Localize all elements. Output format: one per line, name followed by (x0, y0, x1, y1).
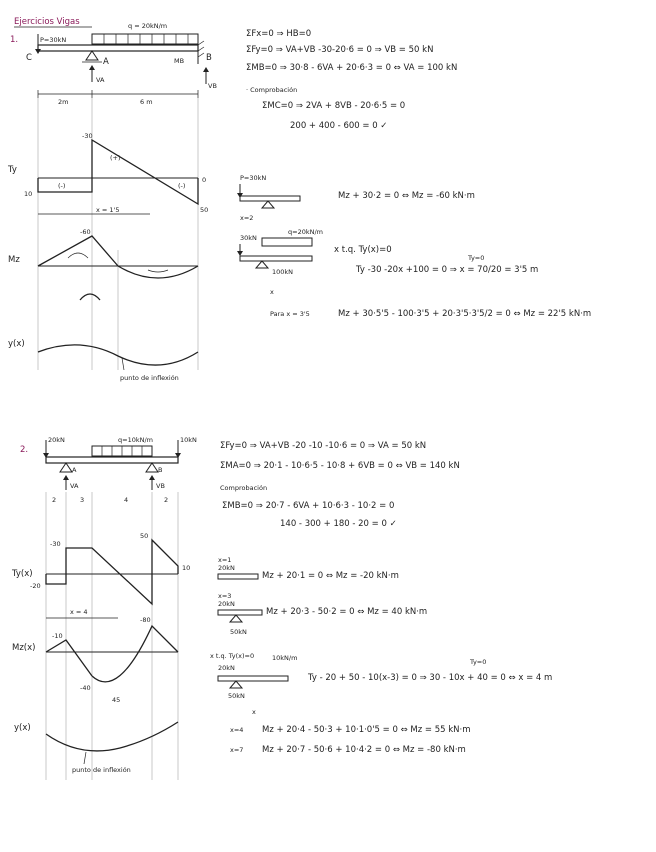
svg-text:50: 50 (140, 532, 149, 540)
svg-text:punto de inflexión: punto de inflexión (72, 766, 131, 774)
ex1-v-sign-right: (-) (178, 182, 186, 190)
ex1-fbd-1 (237, 174, 475, 222)
ex1-ty-label: Ty (8, 165, 17, 175)
svg-text:VB: VB (156, 482, 165, 490)
svg-text:VA: VA (70, 482, 79, 490)
svg-text:x: x (270, 288, 274, 296)
svg-text:ΣMB=0 ⇒ 20·7 - 6VA + 10·6·3 -: ΣMB=0 ⇒ 20·7 - 6VA + 10·6·3 - 10·2 = 0 (222, 501, 395, 511)
svg-text:x t.q. Ty(x)=0: x t.q. Ty(x)=0 (210, 652, 255, 660)
svg-text:Ty=0: Ty=0 (470, 658, 487, 666)
svg-text:Ty=0: Ty=0 (468, 254, 485, 262)
svg-text:y(x): y(x) (14, 723, 31, 733)
ex1-y-label: y(x) (8, 339, 25, 349)
svg-text:-10: -10 (52, 632, 63, 640)
ex1-v-right-top: 0 (202, 176, 207, 184)
svg-text:100kN: 100kN (272, 268, 294, 276)
svg-text:20kN: 20kN (218, 600, 235, 608)
svg-text:10: 10 (182, 564, 191, 572)
ex2-number: 2. (20, 445, 29, 455)
svg-text:x=1: x=1 (218, 556, 232, 564)
svg-text:x = 4: x = 4 (70, 608, 88, 616)
ex1-v-left: 10 (24, 190, 33, 198)
support-c-label: C (26, 53, 32, 63)
svg-text:-40: -40 (80, 684, 91, 692)
svg-text:4: 4 (124, 496, 129, 504)
svg-text:45: 45 (112, 696, 121, 704)
svg-text:50kN: 50kN (230, 628, 247, 636)
svg-text:Mz + 20·1 = 0 ⇔ Mz = -20 kN·m: Mz + 20·1 = 0 ⇔ Mz = -20 kN·m (262, 571, 399, 581)
svg-text:Comprobación: Comprobación (220, 484, 268, 492)
page-title: Ejercicios Vigas (14, 17, 80, 27)
ex1-equations (246, 29, 457, 131)
svg-text:Mz + 20·3 - 50·2 = 0 ⇔ Mz = 40: Mz + 20·3 - 50·2 = 0 ⇔ Mz = 40 kN·m (266, 607, 428, 617)
ex1-eq-3: · Comprobación (246, 86, 298, 94)
ex1-eq-4: ΣMC=0 ⇒ 2VA + 8VB - 20·6·5 = 0 (262, 101, 406, 111)
svg-text:Ty - 20 + 50 - 10(x-3) = 0 ⇒ 3: Ty - 20 + 50 - 10(x-3) = 0 ⇒ 30 - 10x + 40 = 0 ⇔ x = 4 m (308, 673, 553, 683)
support-a (86, 51, 98, 60)
svg-text:Mz + 20·7 - 50·6 + 10·4·2 = 0: Mz + 20·7 - 50·6 + 10·4·2 = 0 ⇔ Mz = -80 kN·m (262, 745, 466, 755)
ex1-fbd-3 (270, 309, 591, 319)
svg-text:x: x (252, 708, 256, 716)
ex1-fbd-2 (237, 228, 538, 296)
ex2-results (230, 725, 471, 755)
svg-text:3: 3 (80, 496, 85, 504)
ex1-load-point: P=30kN (40, 36, 67, 44)
ex2-shear-diagram (11, 532, 190, 618)
svg-text:20kN: 20kN (48, 436, 65, 444)
ex1-beam-body (38, 45, 198, 51)
ex1-v-sign-mid: (+) (110, 154, 121, 162)
svg-text:ΣFy=0 ⇒ VA+VB -20 -10 -10·6 =: ΣFy=0 ⇒ VA+VB -20 -10 -10·6 = 0 ⇒ VA = 50 kN (220, 441, 427, 451)
svg-text:B: B (158, 466, 163, 474)
svg-text:10kN: 10kN (180, 436, 197, 444)
ex2-equations (220, 441, 460, 529)
mb-label: MB (174, 57, 185, 65)
svg-text:Ty(x): Ty(x) (12, 569, 33, 579)
ex1-v-top: -30 (82, 132, 93, 140)
dist-load-rect (92, 34, 198, 44)
svg-text:30kN: 30kN (240, 234, 257, 242)
svg-text:x=2: x=2 (240, 214, 254, 222)
ex1-inflection-label: punto de inflexión (120, 374, 179, 382)
svg-text:q=20kN/m: q=20kN/m (288, 228, 323, 236)
ex1-eq-5: 200 + 400 - 600 = 0 ✓ (290, 121, 388, 131)
svg-text:q=10kN/m: q=10kN/m (118, 436, 153, 444)
svg-text:Mz + 20·4 - 50·3 + 10·1·0'5 =: Mz + 20·4 - 50·3 + 10·1·0'5 = 0 ⇔ Mz = 55 kN·m (262, 725, 471, 735)
ex1-deflection (8, 339, 198, 382)
ex1-shear-diagram (7, 132, 208, 214)
ex1-v-right: 50 (200, 206, 209, 214)
ex2-guides (46, 492, 178, 780)
ex2-moment-diagram (12, 616, 178, 704)
dim-left: 2m (58, 98, 69, 106)
ex1-m-min: -60 (80, 228, 91, 236)
svg-text:20kN: 20kN (218, 564, 235, 572)
svg-text:Ty -30 -20x +100 = 0 ⇒ x = 70/: Ty -30 -20x +100 = 0 ⇒ x = 70/20 = 3'5 m (356, 265, 539, 275)
svg-text:-30: -30 (50, 540, 61, 548)
svg-text:2: 2 (52, 496, 57, 504)
svg-text:-20: -20 (30, 582, 41, 590)
svg-text:x=7: x=7 (230, 746, 244, 754)
ex2-deflection (14, 722, 178, 774)
svg-text:Para x = 3'5: Para x = 3'5 (270, 310, 310, 318)
ex2-fbd-1 (218, 556, 399, 581)
dim-right: 6 m (140, 98, 153, 106)
svg-text:x t.q. Ty(x)=0: x t.q. Ty(x)=0 (334, 245, 392, 255)
va-label: VA (96, 76, 105, 84)
ex1-eq-0: ΣFx=0 ⇒ HB=0 (246, 29, 312, 39)
ex1-number: 1. (10, 35, 19, 45)
ex1-eq-2: ΣMB=0 ⇒ 30·8 - 6VA + 20·6·3 = 0 ⇔ VA = 100 kN (246, 63, 458, 73)
svg-text:2: 2 (164, 496, 169, 504)
svg-text:P=30kN: P=30kN (240, 174, 267, 182)
ex2-fbd-3 (210, 652, 552, 716)
ex1-eq-1: ΣFy=0 ⇒ VA+VB -30-20·6 = 0 ⇒ VB = 50 kN (246, 45, 434, 55)
ex1-v-sign-left: (-) (58, 182, 66, 190)
vb-label: VB (208, 82, 217, 90)
support-b-label: B (206, 53, 212, 63)
svg-text:Mz + 30·5'5 - 100·3'5 + 20·3'5: Mz + 30·5'5 - 100·3'5 + 20·3'5·3'5/2 = 0 ⇔ Mz = 22'5 kN·m (338, 309, 592, 319)
svg-text:-80: -80 (140, 616, 151, 624)
svg-text:x=4: x=4 (230, 726, 244, 734)
ex1-x-marker: x = 1'5 (96, 206, 120, 214)
svg-text:140 - 300 + 180 - 20 = 0 ✓: 140 - 300 + 180 - 20 = 0 ✓ (280, 519, 397, 529)
svg-text:ΣMA=0 ⇒ 20·1 - 10·6·5 - 10·8 +: ΣMA=0 ⇒ 20·1 - 10·6·5 - 10·8 + 6VB = 0 ⇔ VB = 140 kN (220, 461, 460, 471)
ex1-load-dist: q = 20kN/m (128, 22, 168, 30)
svg-text:10kN/m: 10kN/m (272, 654, 298, 662)
svg-text:50kN: 50kN (228, 692, 245, 700)
ex1-guides (38, 98, 198, 370)
support-a-label: A (103, 57, 109, 67)
ex2-beam (20, 436, 197, 504)
svg-text:20kN: 20kN (218, 664, 235, 672)
svg-text:Mz + 30·2 = 0 ⇔ Mz = -60 kN·m: Mz + 30·2 = 0 ⇔ Mz = -60 kN·m (338, 191, 475, 201)
ex1-moment-diagram (8, 228, 198, 300)
ex2-fbd-2 (218, 592, 427, 636)
svg-text:A: A (72, 466, 77, 474)
svg-text:x=3: x=3 (218, 592, 232, 600)
ex1-beam (10, 22, 217, 106)
svg-text:Mz(x): Mz(x) (12, 643, 36, 653)
ex1-mz-label: Mz (8, 255, 20, 265)
